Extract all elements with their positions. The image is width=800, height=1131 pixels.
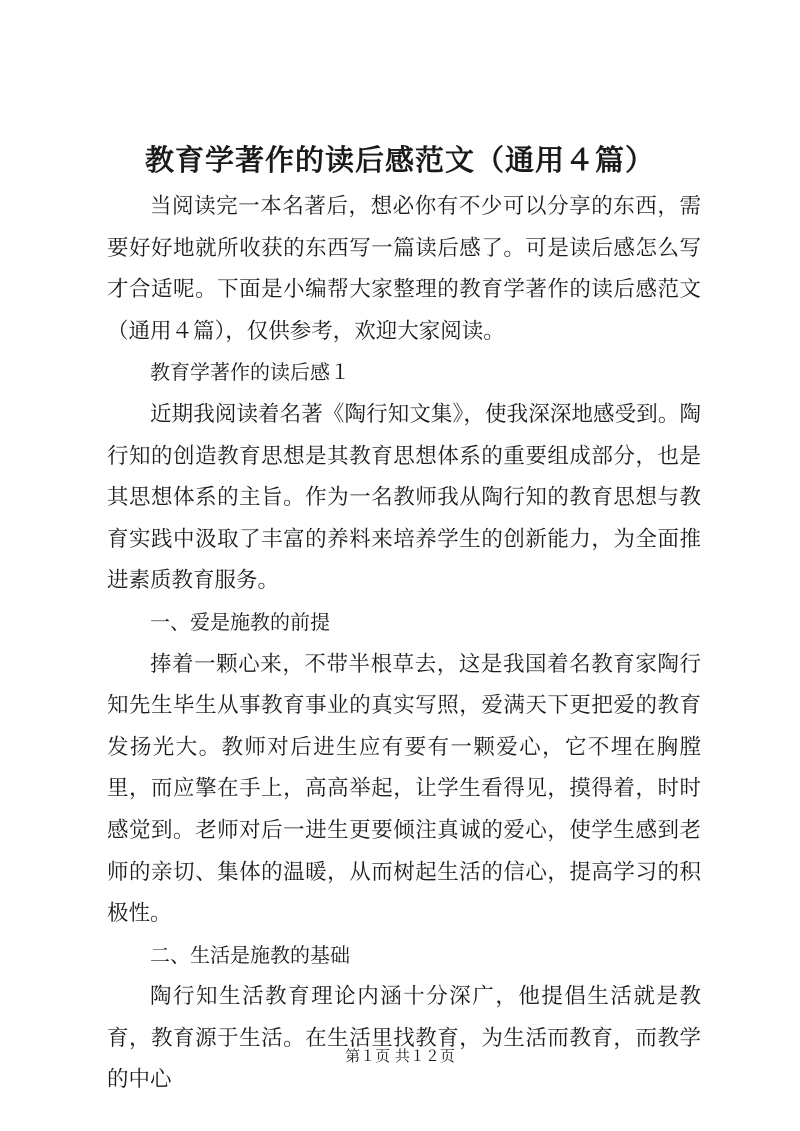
subheading-2: 二、生活是施教的基础 <box>150 942 350 967</box>
body-paragraph-2: 捧着一颗心来，不带半根草去，这是我国着名教育家陶行知先生毕生从事教育事业的真实写照，爱满天下更把爱的教育发扬光大。教师对后进生应有要有一颗爱心，它不埋在胸膛里，而应擎在手上，高高举起，让学生看得见，摸得着，时时感觉到。老师对后一进生更要倾注真诚的爱心，使学生感到老师的亲切、集体的温暖，从而树起生活的信心，提高学习的积极性。 <box>107 651 701 927</box>
intro-paragraph: 当阅读完一本名著后，想必你有不少可以分享的东西，需要好好地就所收获的东西写一篇读后感了。可是读后感怎么写才合适呢。下面是小编帮大家整理的教育学著作的读后感范文（通用４篇），仅供参考，欢迎大家阅读。 <box>107 194 701 344</box>
section-title: 教育学著作的读后感１ <box>150 360 350 385</box>
body-paragraph-1: 近期我阅读着名著《陶行知文集》，使我深深地感受到。陶行知的创造教育思想是其教育思想体系的重要组成部分，也是其思想体系的主旨。作为一名教师我从陶行知的教育思想与教育实践中汲取了丰富的养料来培养学生的创新能力，为全面推进素质教育服务。 <box>107 401 701 594</box>
document-title: 教育学著作的读后感范文（通用４篇） <box>144 143 655 177</box>
page-footer: 第１页 共１２页 <box>345 1047 455 1065</box>
document-body <box>107 186 701 1101</box>
body-paragraph-3: 陶行知生活教育理论内涵十分深广，他提倡生活就是教育，教育源于生活。在生活里找教育，为生活而教育，而教学的中心 <box>107 984 701 1093</box>
subheading-1: 一、爱是施教的前提 <box>150 609 330 634</box>
